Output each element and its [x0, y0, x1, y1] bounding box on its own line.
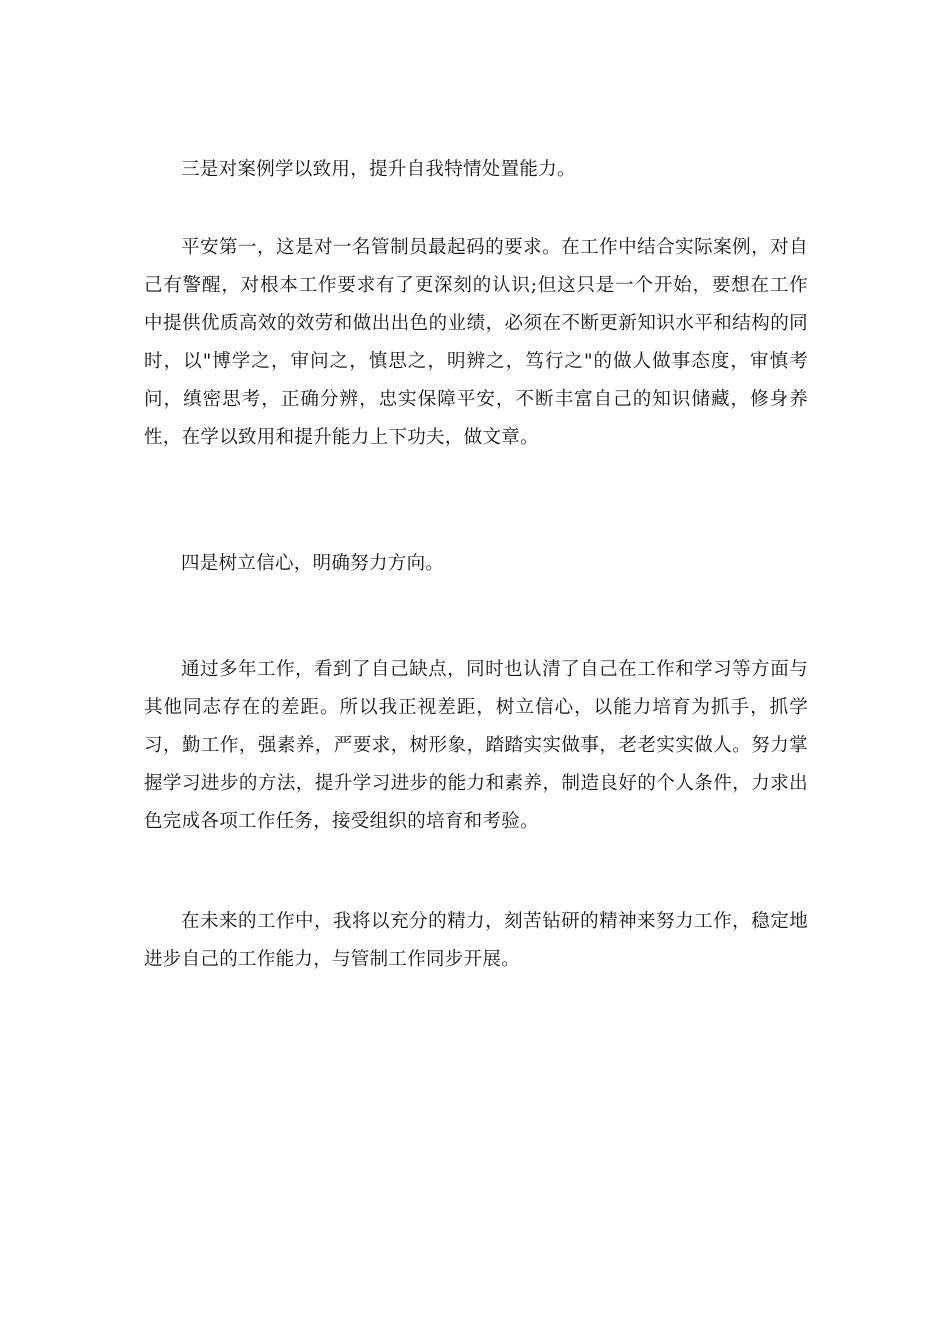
body-paragraph-safety: 平安第一，这是对一名管制员最起码的要求。在工作中结合实际案例，对自己有警醒，对根本工作要求有了更深刻的认识;但这只是一个开始，要想在工作中提供优质高效的效劳和做出出色的业绩，必须在不断更新知识水平和结构的同时，以"博学之，审问之，慎思之，明辨之，笃行之"的做人做事态度，审慎考问，缜密思考，正确分辨，忠实保障平安，不断丰富自己的知识储藏，修身养性，在学以致用和提升能力上下功夫，做文章。 — [144, 237, 808, 448]
body-paragraph-confidence: 通过多年工作，看到了自己缺点，同时也认清了自己在工作和学习等方面与其他同志存在的差距。所以我正视差距，树立信心，以能力培育为抓手，抓学习，勤工作，强素养，严要求，树形象，踏踏实实做事，老老实实做人。努力掌握学习进步的方法，提升学习进步的能力和素养，制造良好的个人条件，力求出色完成各项工作任务，接受组织的培育和考验。 — [144, 659, 808, 832]
section-heading-three: 三是对案例学以致用，提升自我特情处置能力。 — [181, 159, 576, 180]
body-paragraph-future: 在未来的工作中，我将以充分的精力，刻苦钻研的精神来努力工作，稳定地进步自己的工作能力，与管制工作同步开展。 — [144, 911, 808, 970]
section-heading-four: 四是树立信心，明确努力方向。 — [181, 553, 445, 574]
